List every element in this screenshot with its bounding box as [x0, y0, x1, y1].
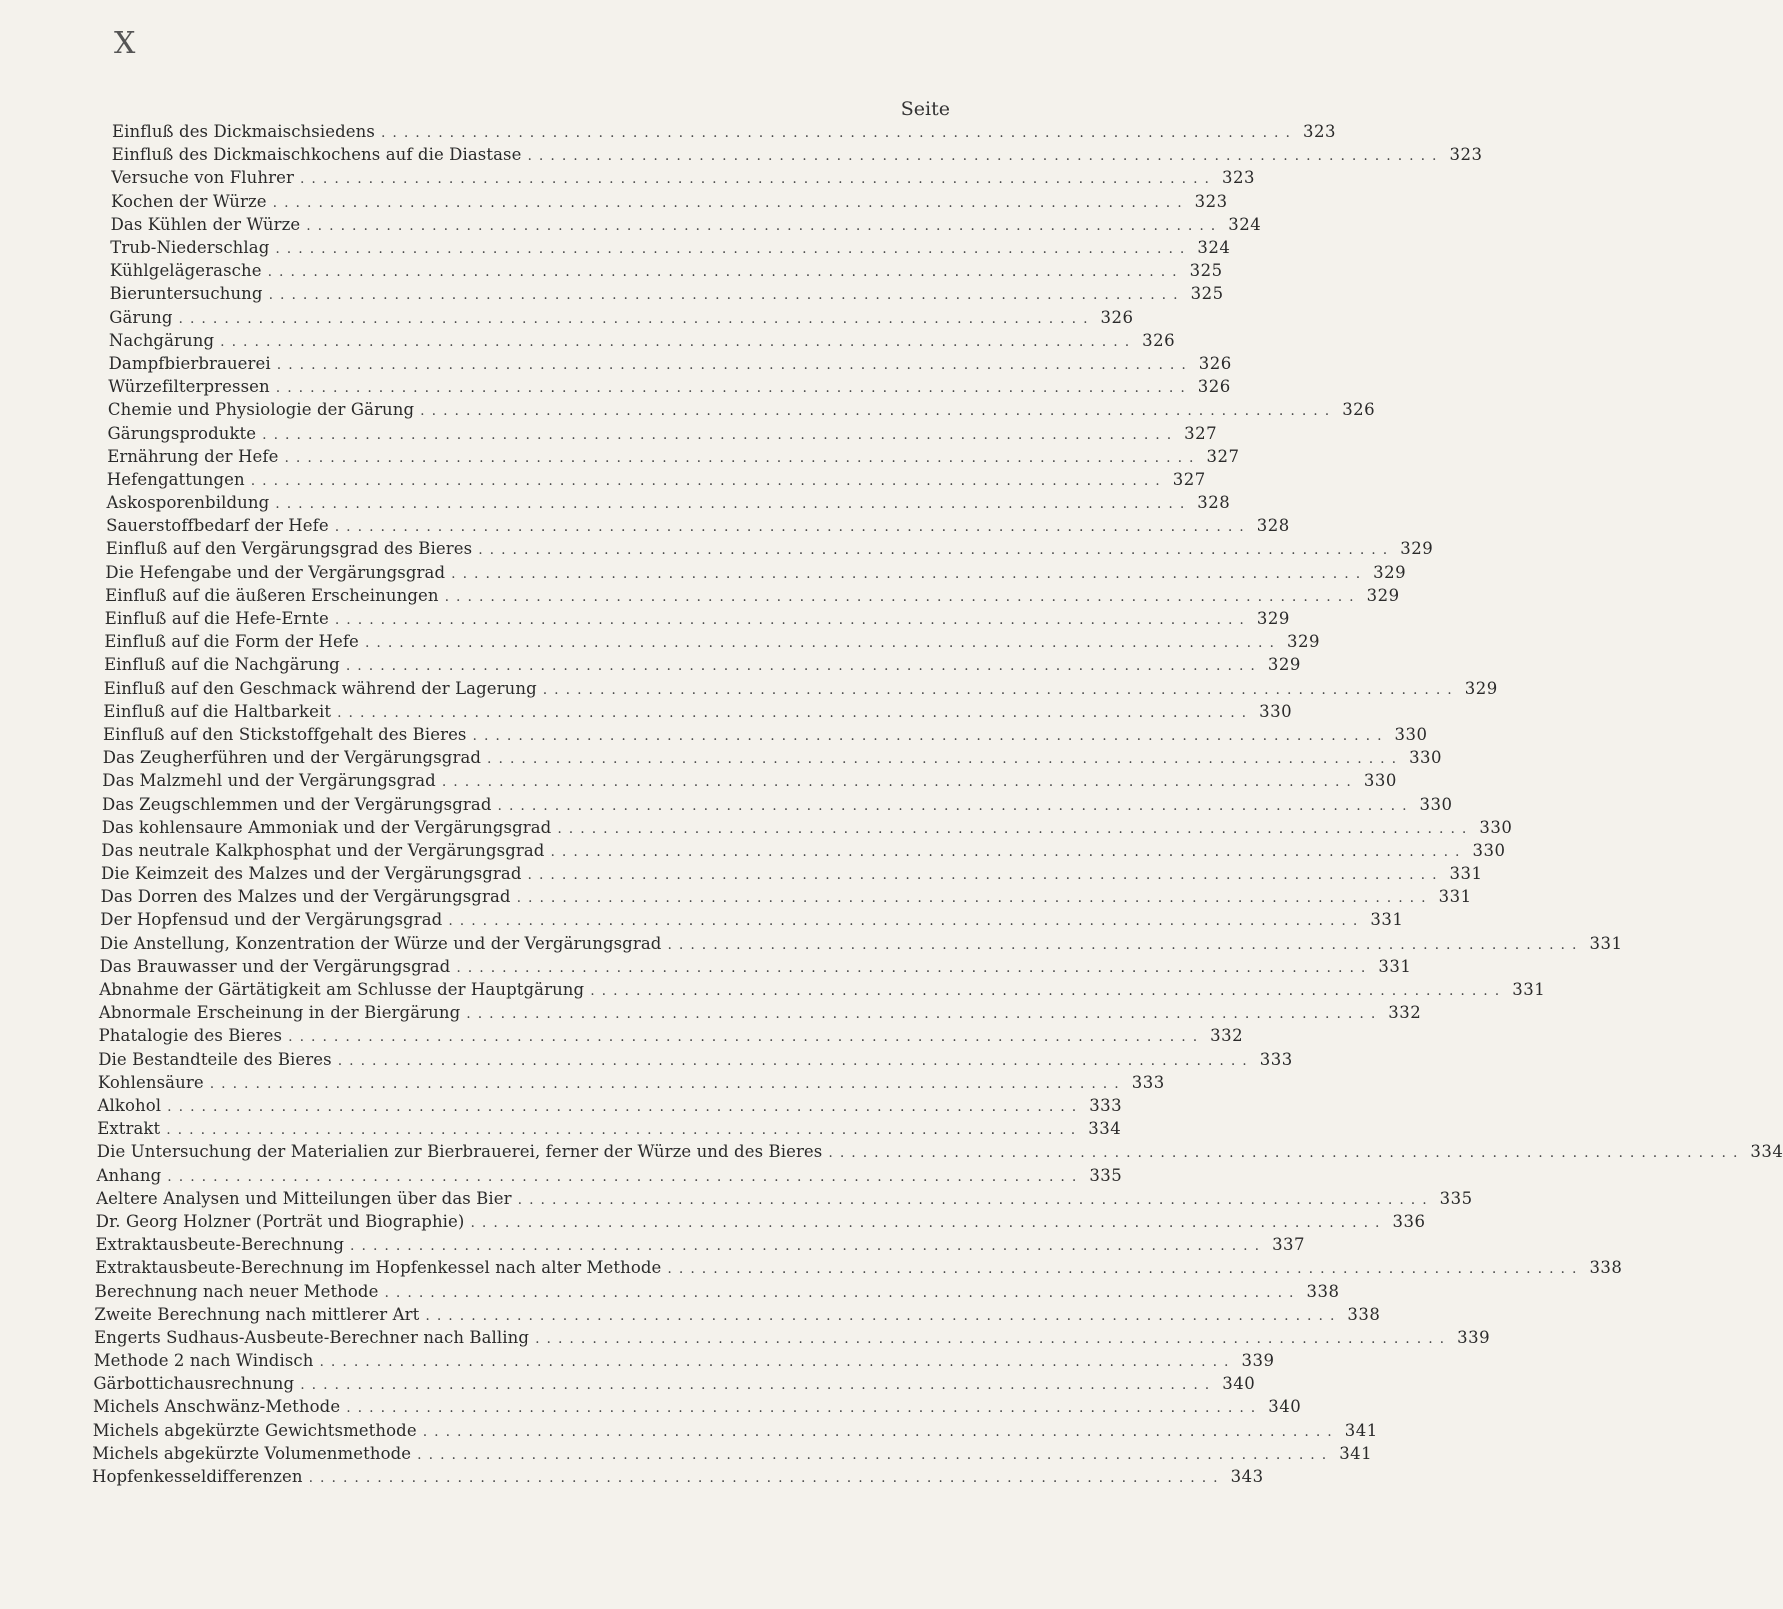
toc-entry-page: 330	[1409, 748, 1443, 768]
toc-entry	[97, 1118, 1122, 1140]
toc-entry-title: Gärung	[109, 307, 173, 327]
toc-entry-page: 330	[1394, 724, 1428, 744]
dot-leader: ................................................................................	[487, 751, 1404, 768]
dot-leader: ................................................................................	[364, 635, 1281, 652]
dot-leader: ................................................................................	[466, 1006, 1383, 1023]
toc-entry	[106, 469, 1206, 491]
dot-leader: ................................................................................	[384, 1284, 1301, 1301]
dot-leader: ................................................................................	[557, 820, 1474, 837]
toc-entry-title: Einfluß des Dickmaischsiedens	[112, 122, 375, 141]
toc-entry-title: Gärbottichausrechnung	[93, 1374, 295, 1394]
dot-leader: ................................................................................	[527, 867, 1444, 884]
toc-entry-page: 329	[1286, 632, 1320, 652]
toc-entry-title: Die Keimzeit des Malzes und der Vergärungsgrad	[101, 864, 522, 884]
toc-entry	[101, 840, 1506, 862]
dot-leader: ................................................................................	[350, 1238, 1267, 1255]
toc-entry-page: 331	[1378, 956, 1412, 976]
toc-entry	[104, 654, 1301, 676]
toc-entry-page: 328	[1256, 516, 1290, 536]
dot-leader: ................................................................................	[451, 565, 1368, 582]
dot-leader: ................................................................................	[300, 1377, 1217, 1394]
toc-entry-page: 338	[1589, 1258, 1623, 1278]
dot-leader: ................................................................................	[478, 542, 1395, 559]
toc-entry-page: 325	[1190, 284, 1224, 304]
toc-entry-page: 335	[1439, 1188, 1473, 1208]
toc-entry-page: 326	[1198, 353, 1232, 373]
dot-leader: ................................................................................	[306, 217, 1223, 234]
toc-entry	[99, 956, 1412, 978]
toc-entry	[107, 446, 1240, 468]
dot-leader: ................................................................................	[667, 1261, 1584, 1278]
toc-entry	[106, 492, 1231, 514]
toc-entry-title: Kühlgelägerasche	[109, 261, 262, 281]
toc-entry	[108, 330, 1176, 352]
dot-leader: ................................................................................	[422, 1423, 1339, 1440]
toc-entry-page: 323	[1221, 168, 1255, 188]
page-number: X	[114, 26, 136, 61]
toc-entry-title: Das kohlensaure Ammoniak und der Vergärungsgrad	[101, 817, 552, 837]
dot-leader: ................................................................................	[268, 287, 1185, 304]
toc-entry-title: Gärungsprodukte	[107, 423, 257, 443]
toc-entry-title: Die Anstellung, Konzentration der Würze und der Vergärungsgrad	[99, 933, 662, 953]
toc-entry-page: 329	[1373, 562, 1407, 582]
toc-entry-page: 324	[1228, 214, 1262, 234]
toc-entry	[108, 353, 1232, 375]
toc-entry-title: Würzefilterpressen	[108, 377, 270, 397]
dot-leader: ................................................................................	[517, 1191, 1434, 1208]
toc-entry-page: 340	[1222, 1374, 1256, 1394]
toc-entry-title: Kochen der Würze	[111, 191, 267, 211]
toc-entry-title: Ernährung der Hefe	[107, 446, 279, 466]
dot-leader: ................................................................................	[550, 843, 1467, 860]
toc-entry-title: Einfluß auf die Hefe-Ernte	[104, 609, 329, 628]
toc-entry-title: Einfluß auf die Nachgärung	[104, 655, 340, 675]
toc-entry-title: Chemie und Physiologie der Gärung	[107, 400, 415, 420]
toc-entry	[103, 701, 1293, 723]
toc-entry-page: 340	[1268, 1397, 1302, 1417]
toc-entry-page: 333	[1131, 1072, 1165, 1092]
toc-entry	[94, 1281, 1340, 1303]
toc-entry-title: Alkohol	[97, 1096, 162, 1115]
toc-entry-page: 325	[1189, 261, 1223, 281]
toc-entry	[98, 1025, 1244, 1047]
toc-entry	[106, 515, 1290, 537]
dot-leader: ................................................................................	[276, 356, 1193, 373]
toc-entry-page: 335	[1089, 1165, 1123, 1185]
dot-leader: ................................................................................	[542, 681, 1459, 698]
toc-entry-page: 341	[1344, 1420, 1378, 1440]
toc-entry	[102, 770, 1397, 792]
toc-entry-title: Die Hefengabe und der Vergärungsgrad	[105, 562, 446, 582]
toc-entry-title: Das Dorren des Malzes und der Vergärungsgrad	[100, 887, 511, 907]
dot-leader: ................................................................................	[472, 727, 1389, 744]
toc-entry-page: 329	[1464, 678, 1498, 698]
dot-leader: ................................................................................	[166, 1122, 1083, 1139]
toc-entry-title: Einfluß des Dickmaischkochens auf die Diastase	[111, 145, 522, 165]
toc-entry	[97, 1072, 1165, 1094]
dot-leader: ................................................................................	[319, 1354, 1236, 1371]
dot-leader: ................................................................................	[527, 148, 1444, 165]
toc-entry-title: Aeltere Analysen und Mitteilungen über das Bier	[96, 1188, 512, 1208]
toc-entry	[112, 121, 1336, 143]
toc-entry	[100, 909, 1404, 931]
toc-entry-title: Zweite Berechnung nach mittlerer Art	[94, 1304, 420, 1324]
toc-entry	[104, 608, 1290, 630]
toc-entry	[93, 1396, 1302, 1418]
toc-entry-title: Das neutrale Kalkphosphat und der Vergärungsgrad	[101, 840, 545, 860]
toc-entry	[101, 817, 1513, 839]
toc-entry-page: 327	[1184, 423, 1218, 443]
dot-leader: ................................................................................	[267, 264, 1184, 281]
dot-leader: ................................................................................	[272, 194, 1189, 211]
toc-entry-title: Das Kühlen der Würze	[110, 214, 301, 234]
toc-entry	[95, 1211, 1426, 1233]
dot-leader: ................................................................................	[337, 704, 1254, 721]
toc-entry-title: Einfluß auf den Stickstoffgehalt des Bieres	[103, 724, 467, 744]
toc-entry-page: 339	[1241, 1351, 1275, 1371]
toc-entry	[95, 1234, 1306, 1256]
toc-entry-page: 326	[1197, 377, 1231, 397]
dot-leader: ................................................................................	[275, 496, 1192, 512]
dot-leader: ................................................................................	[308, 1470, 1225, 1486]
toc-entry-title: Nachgärung	[108, 330, 215, 350]
dot-leader: ................................................................................	[535, 1330, 1452, 1347]
toc-entry-title: Einfluß auf die Form der Hefe	[104, 632, 359, 652]
toc-entry-title: Einfluß auf die Haltbarkeit	[103, 701, 332, 721]
toc-entry	[93, 1350, 1275, 1372]
dot-leader: ................................................................................	[178, 310, 1095, 327]
toc-entry-page: 337	[1272, 1235, 1306, 1255]
toc-entry	[92, 1443, 1373, 1465]
toc-entry	[98, 1049, 1293, 1071]
toc-entry-page: 327	[1172, 469, 1206, 489]
toc-entry	[111, 167, 1255, 189]
toc-entry-title: Michels abgekürzte Gewichtsmethode	[92, 1420, 417, 1440]
toc-entry-title: Einfluß auf die äußeren Erscheinungen	[105, 585, 439, 605]
toc-entry-page: 329	[1400, 539, 1434, 559]
dot-leader: ................................................................................	[456, 959, 1373, 976]
toc-entry	[94, 1327, 1491, 1349]
toc-entry-page: 331	[1438, 887, 1472, 907]
dot-leader: ................................................................................	[444, 588, 1361, 605]
toc-entry	[96, 1165, 1123, 1187]
toc-entry-page: 330	[1259, 701, 1293, 721]
toc-entry	[94, 1304, 1381, 1326]
toc-entry-title: Hopfenkesseldifferenzen	[92, 1467, 303, 1486]
dot-leader: ................................................................................	[380, 125, 1297, 141]
toc-entry-title: Dr. Georg Holzner (Porträt und Biographie)	[95, 1211, 465, 1231]
toc-entry	[104, 631, 1320, 653]
dot-leader: ................................................................................	[288, 1029, 1205, 1046]
toc-entry-page: 341	[1339, 1443, 1373, 1463]
dot-leader: ................................................................................	[299, 171, 1216, 188]
dot-leader: ................................................................................	[828, 1145, 1745, 1162]
toc-entry-title: Methode 2 nach Windisch	[93, 1351, 314, 1371]
toc-entry	[102, 794, 1453, 816]
toc-entry-page: 330	[1479, 817, 1513, 837]
toc-entry-page: 336	[1392, 1211, 1426, 1231]
toc-entry-title: Extraktausbeute-Berechnung im Hopfenkessel nach alter Methode	[95, 1258, 662, 1278]
dot-leader: ................................................................................	[167, 1168, 1084, 1185]
toc-entry	[100, 886, 1472, 908]
toc-entry	[92, 1466, 1264, 1488]
toc-entry-page: 330	[1419, 794, 1453, 814]
toc-entry	[103, 724, 1428, 746]
toc-entry-title: Hefengattungen	[106, 469, 245, 489]
toc-entry	[107, 423, 1218, 445]
toc-entry	[99, 979, 1546, 1001]
toc-entry-page: 331	[1370, 910, 1404, 930]
toc-entry-title: Trub-Niederschlag	[110, 237, 270, 257]
toc-entry-page: 323	[1302, 122, 1336, 141]
dot-leader: ................................................................................	[667, 936, 1584, 953]
toc-entry-page: 332	[1210, 1026, 1244, 1046]
toc-entry-page: 329	[1366, 585, 1400, 605]
dot-leader: ................................................................................	[425, 1307, 1342, 1324]
toc-entry-title: Abnormale Erscheinung in der Biergärung	[98, 1003, 461, 1023]
toc-entry-page: 332	[1388, 1003, 1422, 1023]
dot-leader: ................................................................................	[275, 380, 1192, 397]
dot-leader: ................................................................................	[448, 913, 1365, 930]
toc-entry-title: Extraktausbeute-Berechnung	[95, 1235, 345, 1255]
toc-entry	[110, 237, 1231, 259]
dot-leader: ................................................................................	[334, 519, 1251, 536]
toc-entry	[111, 144, 1483, 166]
toc-entry	[105, 585, 1400, 607]
toc-entry	[99, 933, 1623, 955]
toc-entry-page: 329	[1267, 655, 1301, 675]
toc-entry-page: 324	[1197, 237, 1231, 257]
toc-entry-page: 330	[1472, 840, 1506, 860]
toc-entry	[98, 1002, 1422, 1024]
toc-entry	[97, 1095, 1123, 1117]
toc-entry	[96, 1141, 1783, 1163]
toc-entry-title: Sauerstoffbedarf der Hefe	[106, 516, 329, 536]
toc-entry-title: Die Bestandteile des Bieres	[98, 1049, 332, 1069]
toc-entry-title: Dampfbierbrauerei	[108, 353, 271, 373]
dot-leader: ................................................................................	[167, 1099, 1084, 1115]
toc-entry-page: 323	[1449, 145, 1483, 165]
toc-entry-page: 330	[1363, 771, 1397, 791]
toc-entry-page: 331	[1512, 980, 1546, 999]
toc-entry-title: Einfluß auf den Vergärungsgrad des Bieres	[105, 539, 473, 559]
toc-entry-title: Abnahme der Gärtätigkeit am Schlusse der Hauptgärung	[99, 980, 585, 999]
toc-entry-title: Extrakt	[97, 1119, 161, 1139]
toc-entry-page: 331	[1449, 864, 1483, 884]
dot-leader: ................................................................................	[590, 983, 1507, 999]
toc-entry-page: 326	[1342, 400, 1376, 420]
toc-entry-page: 334	[1088, 1119, 1122, 1139]
toc-entry-title: Michels Anschwänz-Methode	[93, 1397, 341, 1417]
toc-entry-page: 323	[1194, 191, 1228, 211]
page-column-header: Seite	[900, 98, 950, 120]
toc-entry	[102, 747, 1443, 769]
dot-leader: ................................................................................	[209, 1075, 1126, 1092]
toc-entry-title: Berechnung nach neuer Methode	[94, 1281, 379, 1301]
dot-leader: ................................................................................	[262, 426, 1179, 443]
dot-leader: ................................................................................	[470, 1214, 1387, 1231]
toc-entry-title: Das Zeugschlemmen und der Vergärungsgrad	[102, 794, 492, 814]
toc-entry-page: 331	[1589, 933, 1623, 953]
dot-leader: ................................................................................	[417, 1446, 1334, 1463]
dot-leader: ................................................................................	[275, 240, 1192, 257]
toc-entry-title: Phatalogie des Bieres	[98, 1026, 283, 1046]
toc-entry-page: 343	[1230, 1467, 1264, 1486]
toc-entry-page: 328	[1197, 493, 1231, 512]
dot-leader: ................................................................................	[441, 774, 1358, 791]
toc-entry-title: Bieruntersuchung	[109, 284, 263, 304]
dot-leader: ................................................................................	[220, 333, 1137, 350]
toc-entry	[93, 1373, 1256, 1395]
toc-entry-title: Die Untersuchung der Materialien zur Bierbrauerei, ferner der Würze und des Bieres	[96, 1142, 823, 1162]
toc-entry-page: 334	[1750, 1142, 1783, 1162]
toc-entry-title: Kohlensäure	[97, 1072, 204, 1092]
dot-leader: ................................................................................	[250, 472, 1167, 489]
dot-leader: ................................................................................	[284, 449, 1201, 466]
dot-leader: ................................................................................	[334, 612, 1251, 628]
toc-entry	[92, 1420, 1378, 1442]
toc-entry-title: Anhang	[96, 1165, 162, 1185]
toc-entry-page: 338	[1347, 1304, 1381, 1324]
toc-entry	[101, 863, 1483, 885]
toc-entry-title: Michels abgekürzte Volumenmethode	[92, 1443, 412, 1463]
toc-entry-page: 338	[1306, 1281, 1340, 1301]
dot-leader: ................................................................................	[516, 890, 1433, 907]
toc-entry-page: 327	[1206, 446, 1240, 466]
dot-leader: ................................................................................	[420, 403, 1337, 420]
toc-entry-title: Der Hopfensud und der Vergärungsgrad	[100, 910, 443, 930]
toc-entry-title: Versuche von Fluhrer	[111, 168, 294, 188]
toc-entry-title: Das Zeugherführen und der Vergärungsgrad	[102, 748, 482, 768]
toc-entry-page: 339	[1457, 1327, 1491, 1347]
toc-entry-title: Das Malzmehl und der Vergärungsgrad	[102, 771, 436, 791]
toc-entry-page: 333	[1089, 1096, 1123, 1115]
toc-entry-title: Das Brauwasser und der Vergärungsgrad	[99, 956, 451, 976]
toc-entry-title: Askosporenbildung	[106, 493, 270, 512]
dot-leader: ................................................................................	[345, 658, 1262, 675]
toc-entry	[108, 376, 1231, 398]
toc-entry	[105, 562, 1407, 584]
dot-leader: ................................................................................	[337, 1052, 1254, 1069]
toc-entry-page: 333	[1259, 1049, 1293, 1069]
toc-entry	[109, 307, 1134, 329]
toc-entry-title: Einfluß auf den Geschmack während der Lagerung	[103, 678, 537, 698]
dot-leader: ................................................................................	[346, 1400, 1263, 1417]
toc-entry-page: 326	[1142, 330, 1176, 350]
toc-entry-page: 326	[1100, 307, 1134, 327]
toc-entry	[109, 260, 1223, 282]
toc-entry-page: 329	[1256, 609, 1290, 628]
toc-entry	[107, 399, 1376, 421]
toc-entry	[109, 283, 1224, 305]
toc-entry	[110, 214, 1262, 236]
toc-entry	[103, 678, 1498, 700]
toc-entry	[111, 191, 1228, 213]
toc-entry	[95, 1257, 1623, 1279]
toc-entry-title: Engerts Sudhaus-Ausbeute-Berechner nach Balling	[94, 1327, 530, 1347]
toc-entry	[105, 538, 1434, 560]
toc-entry	[96, 1188, 1473, 1210]
dot-leader: ................................................................................	[497, 797, 1414, 814]
